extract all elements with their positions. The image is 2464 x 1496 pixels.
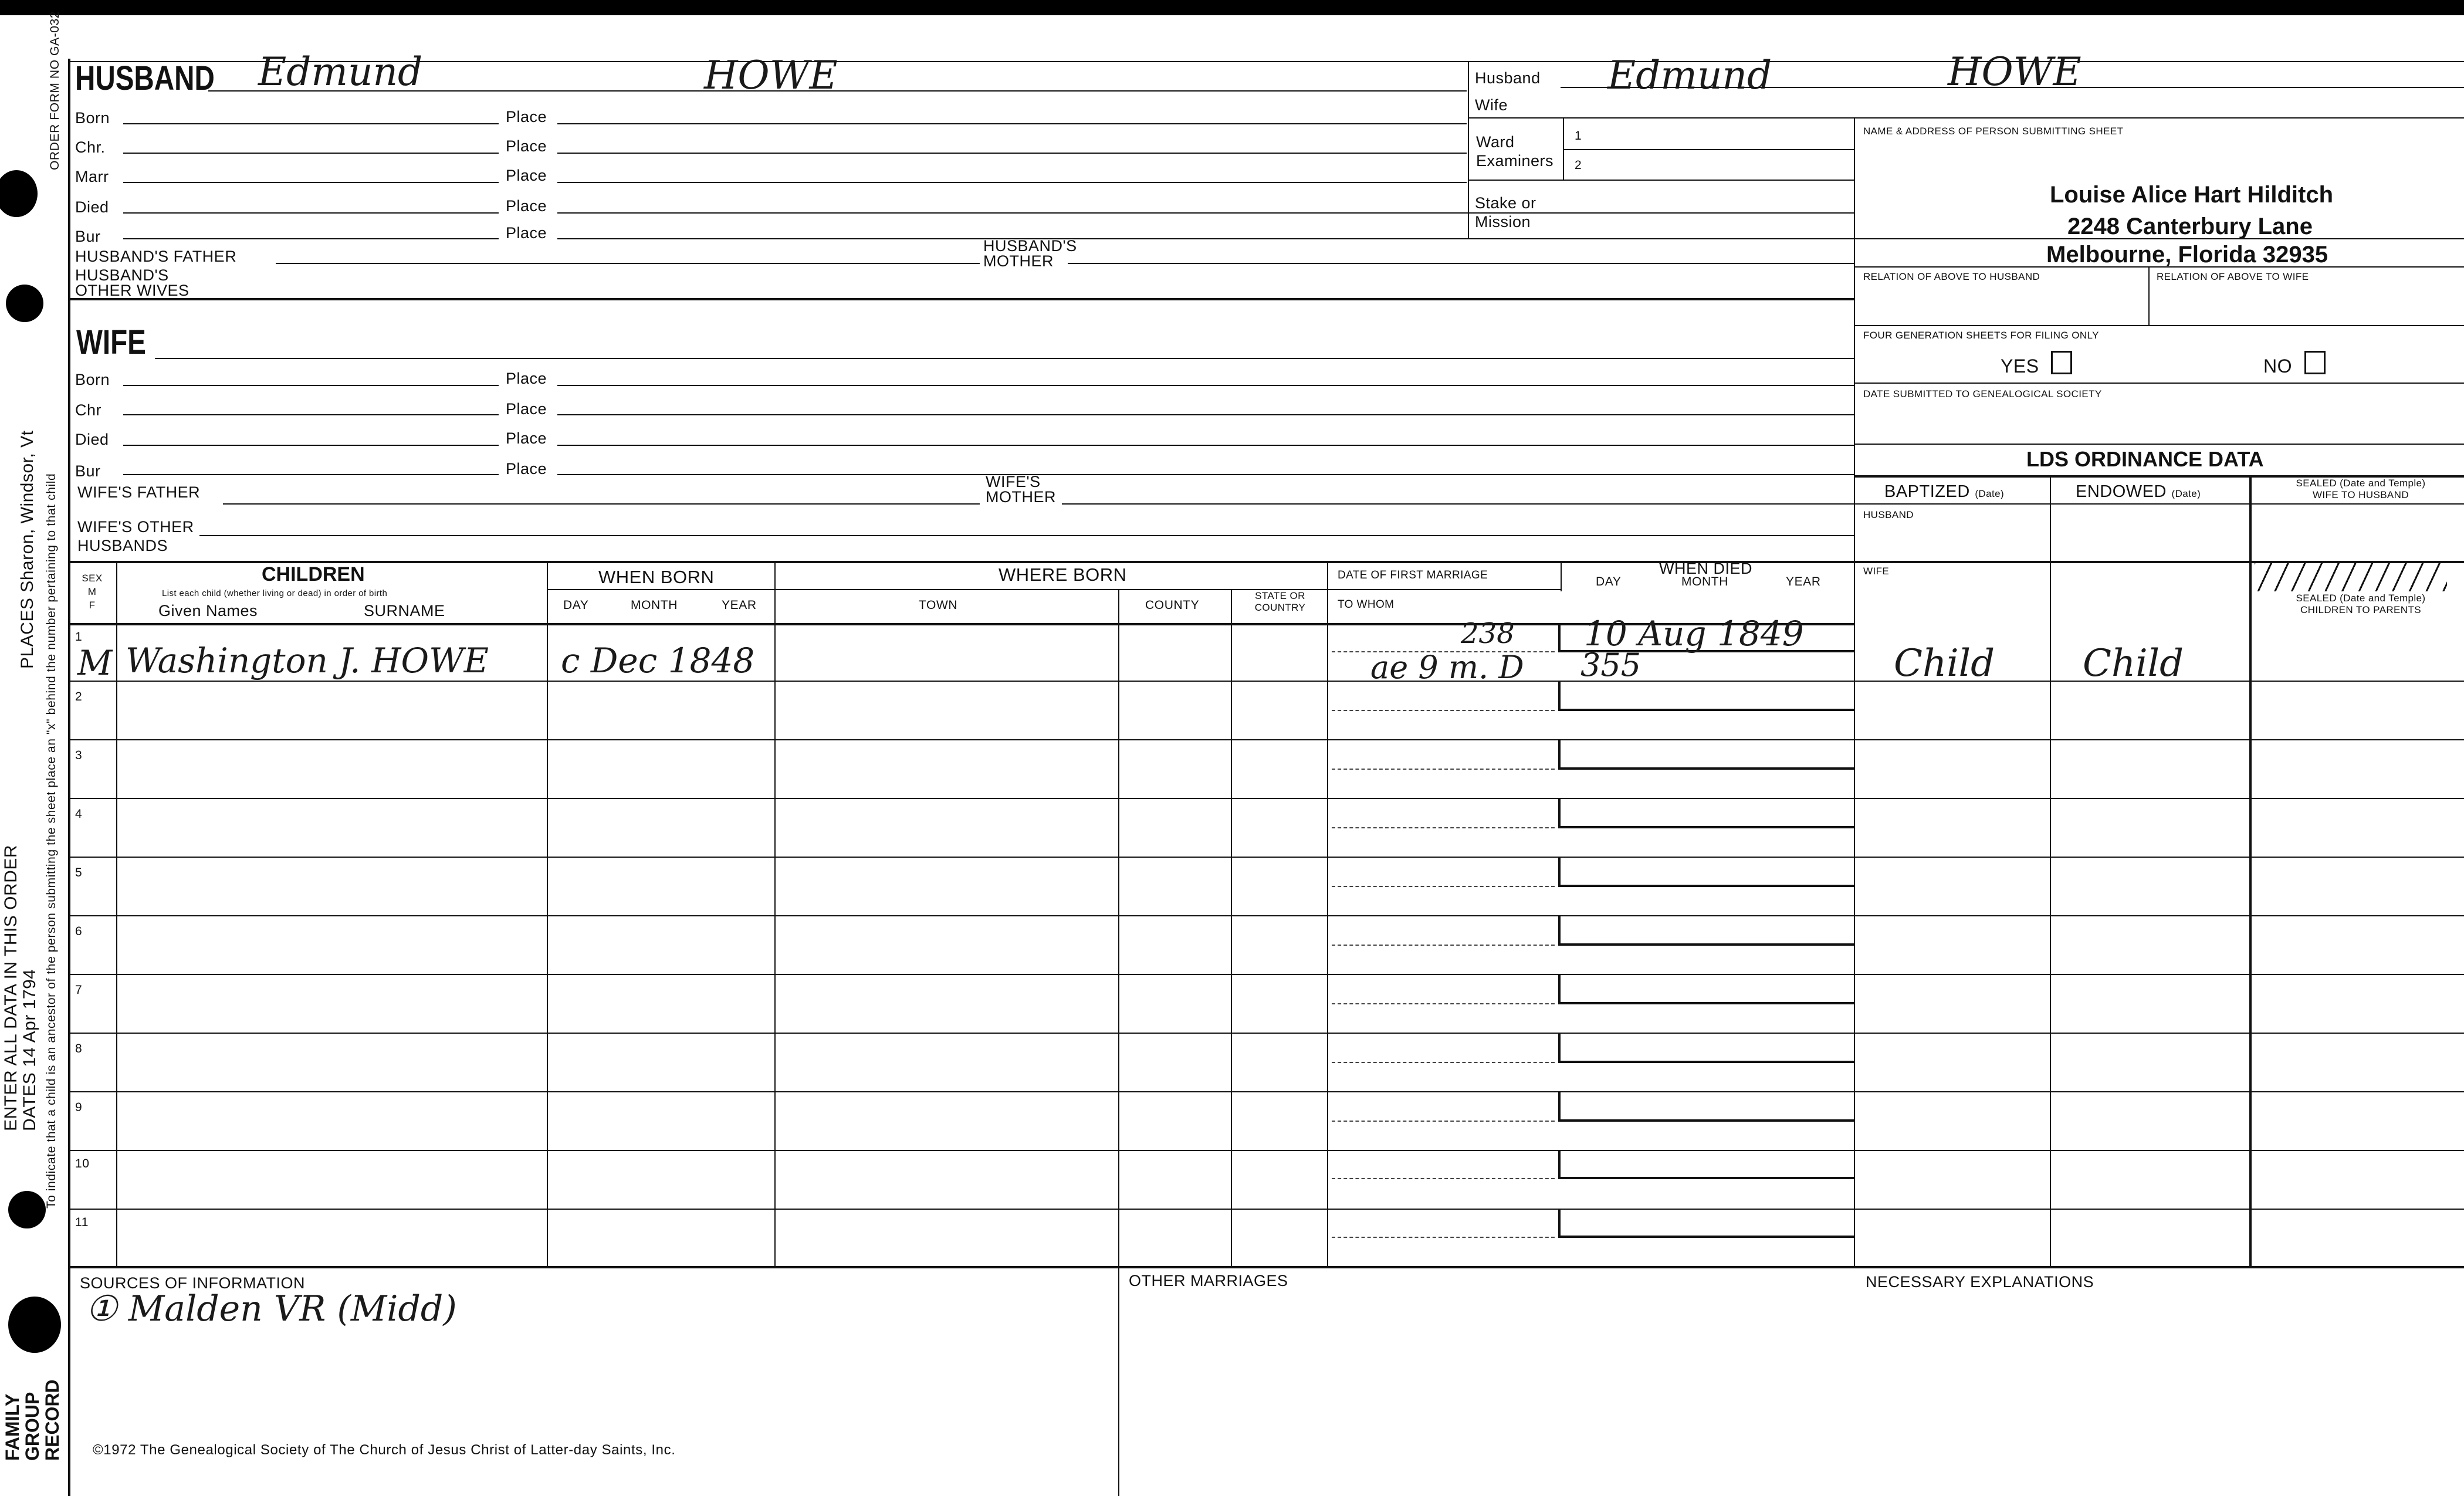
where-born-label: WHERE BORN [999,564,1127,585]
copyright: ©1972 The Genealogical Society of The Church of Jesus Christ of Latter-day Saints, Inc. [93,1442,676,1458]
no-label: NO [2263,356,2292,377]
died-month-label: MONTH [1681,575,1728,588]
children-label: CHILDREN [262,563,365,585]
husband-given-name: Edmund [258,49,423,94]
margin-places: PLACES Sharon, Windsor, Vt [18,430,37,669]
row-number: 8 [75,1042,83,1055]
county-label: COUNTY [1145,598,1200,612]
place-label: Place [506,460,547,478]
row-number: 11 [75,1216,89,1229]
margin-dates: DATES 14 Apr 1794 [20,969,39,1131]
yes-label: YES [2001,356,2039,377]
husbands-mother-label: HUSBAND'S MOTHER [983,237,1077,270]
examiner-1: 1 [1575,129,1582,143]
form-left-border [68,59,70,1496]
place-label: Place [506,400,547,418]
place-label: Place [506,224,547,242]
sex-label: SEX M F [82,573,103,611]
baptized-label: BAPTIZED (Date) [1884,482,2005,501]
four-generation-label: FOUR GENERATION SHEETS FOR FILING ONLY [1863,330,2099,341]
relation-to-husband-label: RELATION OF ABOVE TO HUSBAND [1863,271,2040,282]
row-number: 9 [75,1101,83,1114]
row-number: 5 [75,866,83,879]
died-year-label: YEAR [1786,575,1821,588]
born-month-label: MONTH [631,598,678,612]
place-label: Place [506,167,547,184]
endowed-label: ENDOWED (Date) [2076,482,2201,501]
margin-enter-order: ENTER ALL DATA IN THIS ORDER [1,845,21,1131]
child1-baptized: Child [1894,642,1995,685]
lds-title: LDS ORDINANCE DATA [2026,447,2264,471]
other-marriages-label: OTHER MARRIAGES [1129,1272,1288,1289]
husband-chr-label: Chr. [75,138,106,156]
form-code: ORDER FORM NO GA-032 [48,11,62,170]
lds-wife-label: WIFE [1863,566,1890,577]
binder-hole [0,170,38,217]
place-label: Place [506,429,547,447]
child1-died-ref: 355 [1580,647,1641,683]
children-note: List each child (whether living or dead) in order of birth [162,588,388,598]
date-submitted-label: DATE SUBMITTED TO GENEALOGICAL SOCIETY [1863,388,2102,400]
wife-born-label: Born [75,371,110,388]
binder-hole [6,285,43,322]
state-country-label: STATE OR COUNTRY [1254,590,1306,613]
child1-name: Washington J. HOWE [126,641,489,681]
born-day-label: DAY [563,598,589,612]
sealed-children-label: SEALED (Date and Temple) CHILDREN TO PARENTS [2296,593,2426,615]
submitter-city: Melbourne, Florida 32935 [2046,242,2328,268]
town-label: TOWN [919,598,958,612]
header-husband-surname: HOWE [1948,49,2081,94]
ward-label: Ward Examiners [1476,133,1554,170]
place-label: Place [506,108,547,126]
row-number: 3 [75,749,83,762]
submitter-street: 2248 Canterbury Lane [2067,214,2313,239]
died-day-label: DAY [1596,575,1622,588]
yes-checkbox[interactable] [2051,351,2072,374]
husbands-father-label: HUSBAND'S FATHER [75,248,237,265]
wifes-father-label: WIFE'S FATHER [77,483,201,501]
sources-label: SOURCES OF INFORMATION [80,1274,306,1292]
child1-died: 10 Aug 1849 [1584,614,1804,654]
wifes-other-husbands-label: WIFE'S OTHER HUSBANDS [77,518,194,554]
examiner-2: 2 [1575,158,1582,172]
lds-husband-label: HUSBAND [1863,509,1914,520]
child1-born: c Dec 1848 [561,641,755,681]
wife-heading: WIFE [76,323,146,361]
place-label: Place [506,137,547,155]
sources-value: ① Malden VR (Midd) [86,1288,457,1329]
to-whom-label: TO WHOM [1338,598,1395,611]
stake-label: Stake or Mission [1475,194,1536,231]
surname-label: SURNAME [364,602,445,620]
child1-marriage-note: ae 9 m. D [1370,649,1524,686]
husband-born-label: Born [75,109,110,127]
husband-surname: HOWE [704,53,838,98]
row-number: 7 [75,983,83,997]
place-label: Place [506,370,547,387]
sealed-hatch [2255,561,2447,591]
binder-hole [8,1191,46,1228]
top-border [0,0,2464,15]
given-names-label: Given Names [158,602,258,620]
row-number: 1 [75,630,83,644]
header-husband-label: Husband [1475,69,1541,87]
header-husband-given: Edmund [1607,53,1772,98]
husband-marr-label: Marr [75,168,109,185]
child1-marriage-ref: 238 [1461,617,1515,650]
born-year-label: YEAR [722,598,757,612]
form-title: FAMILY GROUP RECORD [2,1379,63,1461]
margin-note: To indicate that a child is an ancestor of the person submitting the sheet place an "x" behind the number pertaining to that child [45,473,58,1209]
child1-sex: M [77,643,113,683]
row-number: 6 [75,925,83,938]
submitter-heading: NAME & ADDRESS OF PERSON SUBMITTING SHEET [1863,126,2124,137]
husband-heading: HUSBAND [75,59,215,97]
husband-died-label: Died [75,198,109,216]
row-number: 2 [75,690,83,703]
submitter-name: Louise Alice Hart Hilditch [2050,182,2334,208]
husband-bur-label: Bur [75,228,101,245]
wifes-mother-label: WIFE'S MOTHER [986,473,1056,506]
when-died-label: WHEN DIED [1659,560,1752,577]
child1-endowed: Child [2083,642,2184,685]
header-wife-label: Wife [1475,96,1508,114]
necessary-explanations-label: NECESSARY EXPLANATIONS [1866,1273,2094,1291]
place-label: Place [506,197,547,215]
wife-died-label: Died [75,431,109,448]
first-marriage-label: DATE OF FIRST MARRIAGE [1338,569,1488,581]
sealed-wife-label: SEALED (Date and Temple) WIFE TO HUSBAND [2296,478,2426,500]
relation-to-wife-label: RELATION OF ABOVE TO WIFE [2157,271,2309,282]
wife-bur-label: Bur [75,462,101,480]
row-number: 10 [75,1157,90,1170]
no-checkbox[interactable] [2304,351,2326,374]
row-number: 4 [75,807,83,821]
wife-chr-label: Chr [75,401,102,419]
when-born-label: WHEN BORN [598,567,715,587]
husbands-other-wives-label: HUSBAND'S OTHER WIVES [75,266,189,299]
